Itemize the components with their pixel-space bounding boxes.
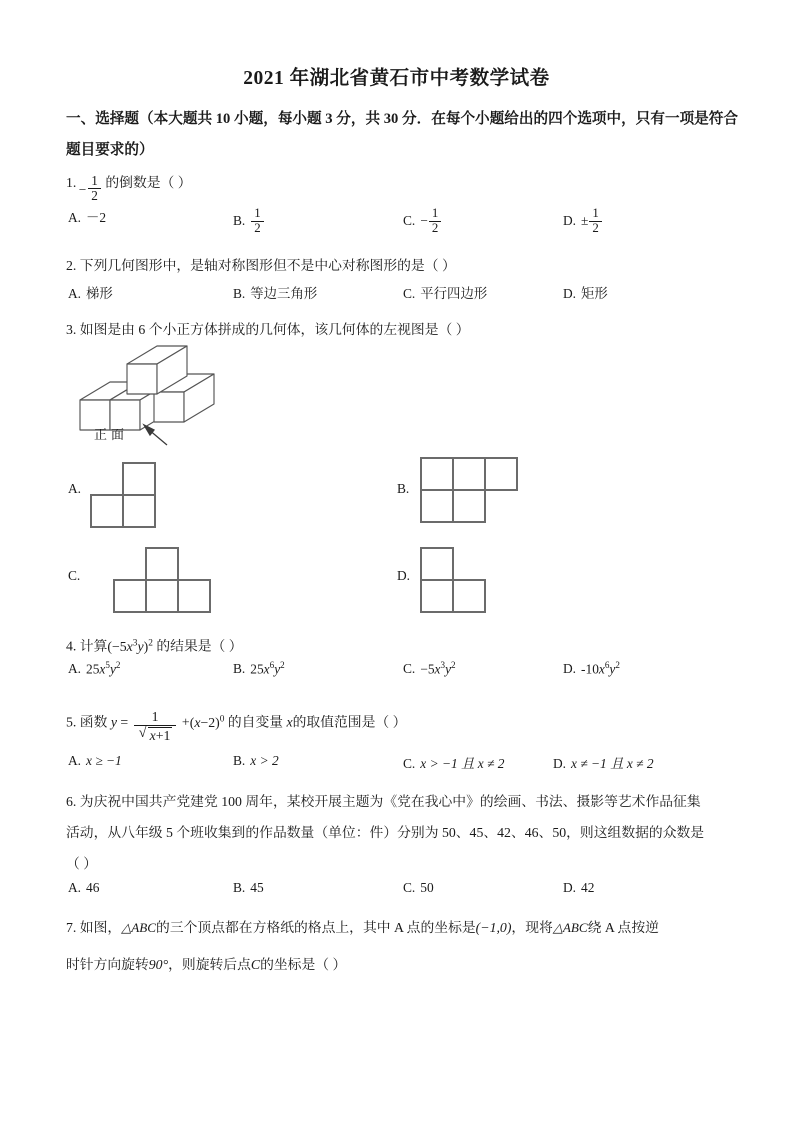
option-sign: −	[420, 661, 428, 677]
question-6-option-b[interactable]	[233, 880, 264, 896]
option-fraction-numerator: 1	[589, 207, 601, 222]
question-3-option-a-figure[interactable]	[90, 458, 190, 538]
question-5-stem: 5. 函数 y = 1 √ x+1 $+(x-2)^0$ 的自变量 x的取值范围是（ ）	[66, 708, 407, 743]
question-2-option-d[interactable]	[563, 283, 608, 302]
option-coefficient: 25	[250, 661, 264, 677]
question-7-stem-line2-c: ，则旋转后点	[168, 957, 251, 972]
question-5-option-a[interactable]	[68, 753, 122, 769]
option-fraction-numerator: 1	[429, 207, 441, 222]
question-2-option-a[interactable]	[68, 283, 113, 302]
question-7-stem-g: 绕 A 点按逆	[587, 920, 659, 935]
option-label: C.	[403, 880, 416, 895]
option-sign: -	[581, 661, 586, 677]
point-c-label: C	[250, 957, 261, 972]
question-1-fraction-sign: −	[78, 181, 87, 197]
option-label: C.	[403, 286, 416, 301]
option-label: C.	[403, 661, 416, 677]
question-3-option-b-label: B.	[397, 481, 410, 496]
question-1-option-b[interactable]	[233, 207, 265, 236]
question-1-fraction	[78, 173, 101, 204]
option-label: D.	[563, 213, 577, 229]
question-7-stem-line-2	[66, 950, 740, 980]
option-text: 梯形	[86, 286, 113, 301]
question-6-option-d[interactable]	[563, 880, 594, 896]
grid-shape-b-svg	[420, 453, 540, 533]
option-fraction-denominator: 2	[254, 220, 261, 235]
option-sign: ±	[581, 213, 589, 229]
question-3-option-d-label: D.	[397, 568, 411, 583]
question-6-option-a[interactable]	[68, 880, 99, 896]
option-coefficient: 25	[86, 661, 100, 677]
option-x-exponent: 6	[269, 660, 275, 670]
option-x-exponent: 3	[440, 660, 446, 670]
question-1-option-c[interactable]	[403, 207, 442, 236]
option-coefficient: 10	[585, 661, 599, 677]
rotation-angle: 90°	[148, 957, 169, 972]
triangle-abc-label: △ABC	[121, 920, 157, 935]
option-text: －2	[86, 210, 107, 225]
option-label: B.	[233, 661, 246, 677]
question-4-option-c[interactable]: C. $-5x^3y^2$	[403, 660, 456, 677]
question-1-stem	[66, 168, 740, 204]
option-text: 46	[86, 880, 100, 895]
triangle-abc-label-2: △ABC	[552, 920, 588, 935]
question-6-stem-line-1: 6. 为庆祝中国共产党建党 100 周年，某校开展主题为《党在我心中》的绘画、书法、摄影等艺术作品征集	[66, 794, 701, 809]
option-label: D.	[563, 880, 577, 895]
question-7-stem-line-1	[66, 913, 740, 943]
question-4-stem-post: 的结果是（ ）	[156, 638, 243, 654]
question-5-option-c[interactable]	[403, 753, 504, 772]
question-5-option-d[interactable]	[553, 753, 654, 772]
option-label: B.	[233, 880, 246, 895]
option-fraction	[429, 207, 441, 236]
front-direction-arrow	[144, 425, 167, 445]
option-x-exponent: 5	[105, 660, 110, 670]
question-7-stem-line2-a: 时针方向旋转	[66, 957, 149, 972]
option-label: A.	[68, 286, 82, 301]
question-4-options	[66, 660, 740, 686]
question-4-option-d[interactable]: D. $-10x^6y^2$	[563, 660, 620, 677]
option-fraction	[251, 207, 263, 236]
question-7-stem-e: ，现将	[511, 920, 553, 935]
question-7-stem-a: 7. 如图，	[66, 920, 122, 935]
question-5-fraction-denominator	[134, 726, 177, 743]
grid-shape-a-svg	[90, 458, 190, 538]
question-4-stem	[66, 628, 740, 662]
option-y-exponent: 2	[451, 660, 456, 670]
option-text: 矩形	[581, 286, 608, 301]
square-root-icon: √ x+1	[138, 724, 171, 743]
section-heading: 一、选择题（本大题共 10 小题，每小题 3 分，共 30 分．在每个小题给出的四个选项中，只有一项是符合题目要求的）	[66, 111, 738, 158]
question-3-option-a-label: A.	[68, 481, 82, 496]
question-4-option-b[interactable]: B. $25x^6y^2$	[233, 660, 285, 677]
question-6-stem-line-2: 活动，从八年级 5 个班收集到的作品数量（单位：件）分别为 50、45、42、46、50，则这组数据的众数是	[66, 825, 705, 840]
option-y-exponent: 2	[280, 660, 285, 670]
option-label: B.	[233, 286, 246, 301]
question-4-stem-pre: 4. 计算	[66, 638, 108, 654]
option-text: x ≥ −1	[86, 753, 122, 768]
option-label: C.	[403, 756, 416, 771]
question-3-option-d-figure[interactable]	[420, 543, 520, 623]
question-4-expression: $(-5x^3y)^2$	[107, 638, 153, 654]
option-label: A.	[68, 753, 82, 768]
question-7-stem-line2-e: 的坐标是（ ）	[260, 957, 347, 972]
option-label: A.	[68, 880, 82, 895]
question-1-fraction-denominator: 2	[91, 188, 98, 204]
question-5-stem-pre: 5. 函数	[66, 714, 108, 730]
option-text: 50	[420, 880, 434, 895]
grid-shape-c-svg	[113, 543, 233, 623]
question-1-option-d[interactable]	[563, 207, 603, 236]
option-text: x > −1 且 x ≠ 2	[420, 756, 505, 771]
question-2-option-c[interactable]	[403, 283, 487, 302]
option-label: A.	[68, 661, 82, 677]
option-text: x > 2	[250, 753, 279, 768]
option-label: D.	[553, 756, 567, 771]
question-4-option-a[interactable]: A. $25x^5y^2$	[68, 660, 121, 677]
question-6-options	[66, 880, 740, 906]
option-text: 平行四边形	[420, 286, 488, 301]
question-3-solid-figure	[72, 342, 262, 450]
option-label: D.	[563, 661, 577, 677]
question-1-number: 1.	[66, 175, 77, 190]
question-3-stem: 3. 如图是由 6 个小正方体拼成的几何体，该几何体的左视图是（ ）	[66, 322, 470, 337]
option-x-exponent: 6	[604, 660, 610, 670]
question-5-options	[66, 753, 740, 779]
question-7-stem-c: 的三个顶点都在方格纸的格点上，其中 A 点的坐标是	[156, 920, 476, 935]
question-6-stem-line-3: （ ）	[66, 856, 98, 871]
front-face-label: 正面	[94, 427, 129, 442]
option-text: 45	[250, 880, 264, 895]
question-2-stem: 2. 下列几何图形中，是轴对称图形但不是中心对称图形的是（ ）	[66, 258, 456, 273]
option-y-exponent: 2	[615, 660, 620, 670]
question-5-power-term: $(x-2)^0$	[189, 714, 225, 730]
option-coefficient: 5	[427, 661, 435, 677]
option-fraction-numerator: 1	[251, 207, 263, 222]
grid-shape-d-svg	[420, 543, 520, 623]
option-label: B.	[233, 213, 246, 229]
question-5-fraction-numerator: 1	[134, 709, 177, 726]
question-5-fraction	[134, 709, 177, 743]
option-sign: −	[420, 213, 428, 229]
question-3-option-c-figure[interactable]	[113, 543, 233, 623]
question-6-option-c[interactable]	[403, 880, 434, 896]
question-5-option-b[interactable]	[233, 753, 279, 769]
question-2-options	[66, 283, 740, 309]
point-a-coordinates: (−1,0)	[475, 920, 512, 935]
option-text: 等边三角形	[250, 286, 318, 301]
option-fraction	[589, 207, 601, 236]
option-label: B.	[233, 753, 246, 768]
question-2-option-b[interactable]	[233, 283, 317, 302]
page-title: 2021 年湖北省黄石市中考数学试卷	[243, 68, 550, 89]
option-text: 42	[581, 880, 595, 895]
question-5-stem-post: 的取值范围是（ ）	[292, 714, 407, 730]
question-1-fraction-numerator: 1	[88, 174, 101, 189]
question-5-stem-mid: 的自变量	[227, 714, 284, 730]
option-fraction-denominator: 2	[431, 220, 439, 235]
question-3-option-c-label: C.	[68, 568, 81, 583]
option-fraction-denominator: 2	[592, 220, 599, 235]
option-text: x ≠ −1 且 x ≠ 2	[571, 756, 654, 771]
option-label: A.	[68, 210, 82, 225]
option-label: C.	[403, 213, 416, 229]
question-3-option-b-figure[interactable]	[420, 453, 540, 533]
question-1-options	[66, 207, 740, 233]
question-1-stem-text: 的倒数是（ ）	[105, 175, 192, 190]
option-label: D.	[563, 286, 577, 301]
question-1-option-a[interactable]	[68, 207, 106, 226]
option-y-exponent: 2	[115, 660, 121, 670]
